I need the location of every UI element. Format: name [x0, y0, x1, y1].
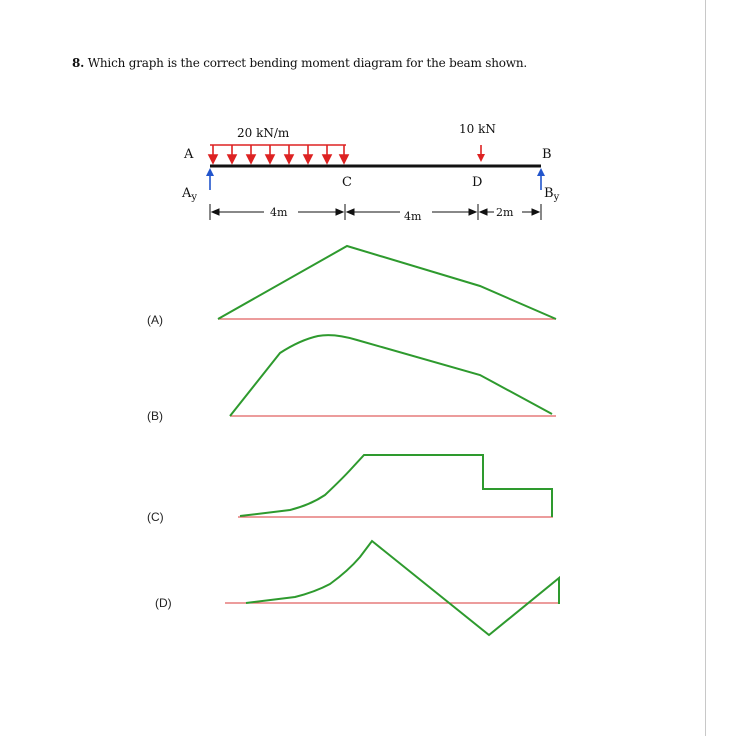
option-b-diagram[interactable]	[147, 335, 556, 423]
option-c-diagram[interactable]	[147, 455, 553, 524]
option-a-label: (A)	[147, 313, 163, 327]
dim-label-ac: 4m	[270, 206, 288, 219]
option-d-curve	[246, 541, 559, 635]
option-c-label: (C)	[147, 510, 164, 524]
distributed-load	[209, 126, 348, 163]
option-a-diagram[interactable]	[147, 246, 556, 327]
point-label-c: C	[342, 175, 352, 190]
point-load	[459, 122, 496, 162]
reaction-ay-arrow	[206, 168, 214, 190]
option-d-label: (D)	[155, 596, 172, 610]
option-b-curve	[230, 335, 552, 416]
question-prompt: Which graph is the correct bending moment diagram for the beam shown.	[87, 56, 527, 70]
option-c-curve	[240, 455, 552, 517]
distributed-load-label: 20 kN/m	[237, 126, 290, 140]
option-a-curve	[218, 246, 556, 319]
dim-label-db: 2m	[496, 206, 514, 219]
point-label-a: A	[184, 147, 194, 162]
point-label-d: D	[472, 175, 483, 190]
option-b-label: (B)	[147, 409, 163, 423]
point-load-label: 10 kN	[459, 122, 496, 136]
dimension-lines	[210, 204, 541, 220]
beam-diagram	[181, 122, 560, 223]
option-d-diagram[interactable]	[155, 541, 559, 635]
dim-label-cd: 4m	[404, 210, 422, 223]
question-number: 8.	[72, 56, 85, 70]
point-label-b: B	[542, 147, 552, 162]
reaction-label-ay: $A_y$	[182, 186, 198, 203]
reaction-label-by: $B_y$	[544, 186, 560, 203]
